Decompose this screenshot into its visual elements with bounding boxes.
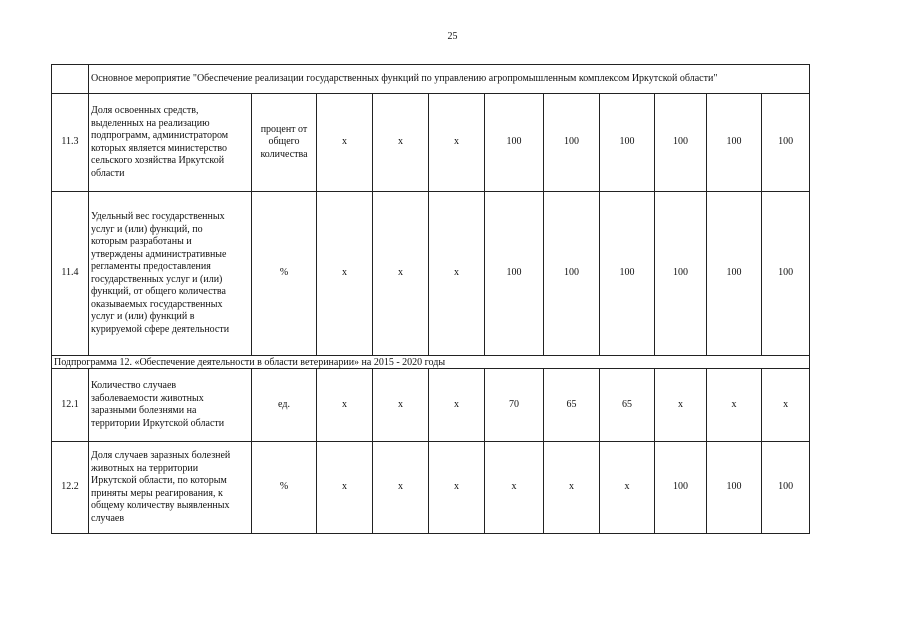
value-cell: x: [373, 94, 429, 192]
value-cell: 100: [655, 94, 707, 192]
value-cell: x: [373, 369, 429, 442]
indicator-name-line: функций, от общего количества: [91, 286, 226, 297]
indicator-name-line: общему количеству выявленных: [91, 500, 230, 511]
table-row: [52, 94, 810, 192]
indicator-name-line: оказываемых государственных: [91, 298, 223, 310]
value-cell: 70: [485, 369, 544, 442]
value-cell: x: [485, 442, 544, 534]
indicator-name-line: регламенты предоставления: [91, 261, 211, 272]
indicator-name-line: выделенных на реализацию: [91, 117, 210, 129]
page-number: 25: [447, 31, 458, 42]
table-row: [52, 442, 810, 534]
value-cell: x: [707, 369, 762, 442]
indicator-name-line: подпрограмм, администратором: [91, 130, 229, 141]
value-cell: 100: [762, 94, 810, 192]
indicator-name-line: курируемой сфере деятельности: [91, 323, 230, 335]
indicator-name-line: заболеваемости животных: [91, 392, 204, 404]
value-cell: 100: [707, 94, 762, 192]
value-cell: x: [544, 442, 600, 534]
heading-num-cell: [52, 65, 89, 94]
value-cell: x: [429, 192, 485, 356]
value-cell: x: [600, 442, 655, 534]
value-cell: 65: [544, 369, 600, 442]
section-heading: Основное мероприятие "Обеспечение реализации государственных функций по управлению агропромышленным комплексом Иркутской области": [89, 65, 810, 94]
row-number: 12.1: [52, 369, 89, 442]
indicator-name-line: области: [91, 167, 125, 179]
value-cell: x: [429, 369, 485, 442]
indicator-name-line: Количество случаев: [91, 380, 177, 391]
value-cell: 100: [600, 94, 655, 192]
value-cell: x: [373, 192, 429, 356]
table-row: [52, 369, 810, 442]
indicators-table: [51, 64, 810, 534]
indicator-name-line: государственных услуг и (или): [91, 273, 223, 285]
unit-cell-line: общего: [268, 136, 300, 148]
indicator-name: [89, 369, 252, 442]
unit-cell-line: %: [279, 267, 289, 279]
indicator-name: [89, 192, 252, 356]
unit-cell: [252, 192, 317, 356]
indicator-name-line: заразными болезнями на: [91, 405, 197, 416]
value-cell: 65: [600, 369, 655, 442]
value-cell: x: [317, 369, 373, 442]
indicator-name-line: Доля освоенных средств,: [91, 105, 199, 116]
indicator-name-line: Иркутской области, по которым: [91, 475, 227, 486]
value-cell: x: [317, 94, 373, 192]
value-cell: x: [429, 442, 485, 534]
row-number: 12.2: [52, 442, 89, 534]
subprogram-heading-row: [52, 356, 810, 369]
unit-cell-line: %: [279, 481, 289, 493]
value-cell: 100: [485, 192, 544, 356]
value-cell: 100: [762, 442, 810, 534]
indicator-name-line: Доля случаев заразных болезней: [91, 450, 231, 461]
indicator-name: [89, 94, 252, 192]
unit-cell: [252, 94, 317, 192]
indicator-name-line: утверждены административные: [91, 248, 227, 260]
indicator-name-line: услуг и (или) функций, по: [91, 223, 203, 235]
unit-cell-line: процент от: [260, 123, 308, 135]
value-cell: 100: [600, 192, 655, 356]
unit-cell-line: количества: [260, 148, 308, 160]
value-cell: x: [655, 369, 707, 442]
value-cell: 100: [707, 192, 762, 356]
section-heading-row: [52, 65, 810, 94]
indicator-name-line: которым разработаны и: [91, 236, 192, 247]
indicator-name-line: Удельный вес государственных: [91, 211, 225, 222]
indicator-name-line: территории Иркутской области: [91, 417, 225, 429]
indicator-name-line: которых является министерство: [91, 142, 228, 154]
indicator-name-line: животных на территории: [91, 462, 199, 474]
table-row: [52, 192, 810, 356]
value-cell: x: [317, 192, 373, 356]
unit-cell-line: ед.: [278, 398, 290, 410]
value-cell: x: [317, 442, 373, 534]
subprogram-heading: Подпрограмма 12. «Обеспечение деятельности в области ветеринарии» на 2015 - 2020 годы: [52, 356, 810, 369]
indicator-name-line: приняты меры реагирования, к: [91, 487, 223, 499]
value-cell: 100: [544, 192, 600, 356]
unit-cell: [252, 369, 317, 442]
value-cell: 100: [485, 94, 544, 192]
value-cell: 100: [655, 442, 707, 534]
indicator-name-line: сельского хозяйства Иркутской: [91, 155, 225, 166]
value-cell: 100: [655, 192, 707, 356]
indicator-name-line: услуг и (или) функций в: [91, 311, 195, 322]
value-cell: x: [762, 369, 810, 442]
row-number: 11.4: [52, 192, 89, 356]
row-number: 11.3: [52, 94, 89, 192]
indicator-name: [89, 442, 252, 534]
indicator-name-line: случаев: [91, 512, 125, 524]
unit-cell: [252, 442, 317, 534]
value-cell: 100: [707, 442, 762, 534]
value-cell: 100: [762, 192, 810, 356]
table-body: [52, 65, 810, 534]
value-cell: x: [373, 442, 429, 534]
value-cell: x: [429, 94, 485, 192]
value-cell: 100: [544, 94, 600, 192]
